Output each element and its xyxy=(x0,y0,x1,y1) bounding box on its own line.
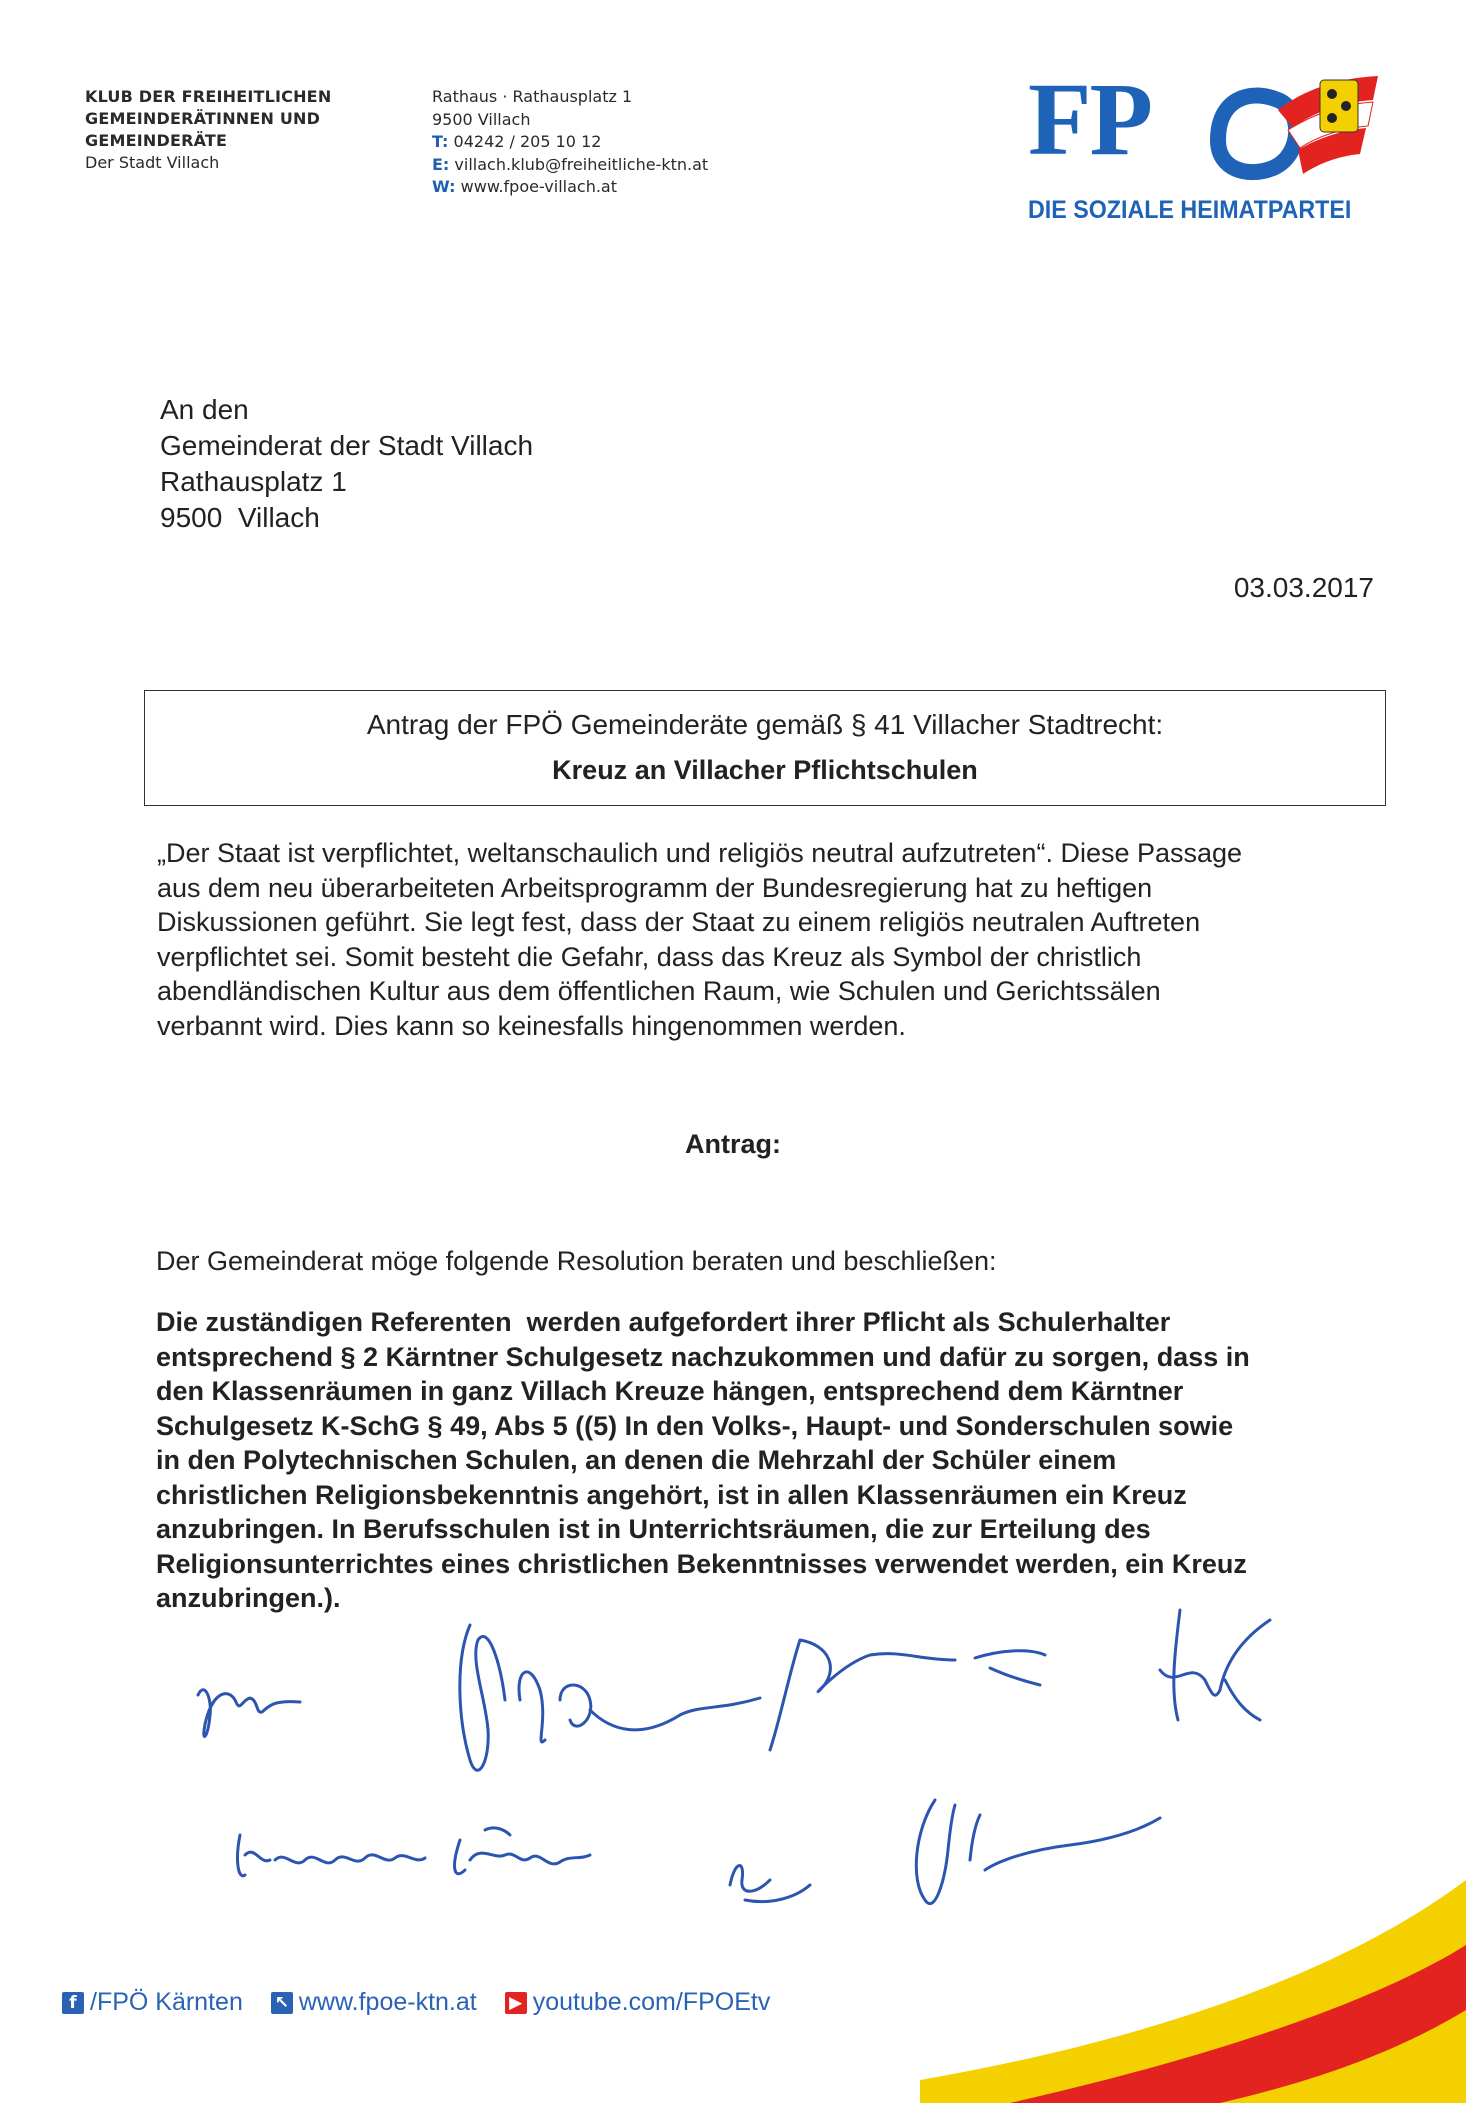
letter-date: 03.03.2017 xyxy=(1233,572,1374,603)
address-line: Rathaus · Rathausplatz 1 xyxy=(432,87,633,106)
resolution-line: den Klassenräumen in ganz Villach Kreuze hängen, entsprechend dem Kärntner xyxy=(156,1376,1184,1406)
resolution-intro: Der Gemeinderat möge folgende Resolution beraten und beschließen: xyxy=(156,1246,997,1276)
motion-heading: Antrag: xyxy=(685,1129,781,1159)
club-name-line: KLUB DER FREIHEITLICHEN xyxy=(85,87,332,106)
facebook-label: /FPÖ Kärnten xyxy=(90,1988,243,2016)
play-icon: ▶ xyxy=(505,1992,527,2014)
phone-number: 04242 / 205 10 12 xyxy=(453,132,602,151)
motion-subject: Kreuz an Villacher Pflichtschulen xyxy=(552,755,978,785)
resolution-line: anzubringen. In Berufsschulen ist in Unterrichtsräumen, die zur Erteilung des xyxy=(156,1514,1151,1544)
resolution-line: in den Polytechnischen Schulen, an denen die Mehrzahl der Schüler einem xyxy=(156,1445,1117,1475)
body-line: Diskussionen geführt. Sie legt fest, dass der Staat zu einem religiös neutralen Auftreten xyxy=(157,907,1201,937)
website-label: www.fpoe-ktn.at xyxy=(298,1988,477,2016)
resolution-line: entsprechend § 2 Kärntner Schulgesetz nachzukommen und dafür zu sorgen, dass in xyxy=(156,1341,1250,1372)
web-label: W: xyxy=(432,177,456,196)
youtube-label: youtube.com/FPOEtv xyxy=(532,1988,771,2016)
recipient-line: Gemeinderat der Stadt Villach xyxy=(160,430,534,461)
recipient-line: Rathausplatz 1 xyxy=(160,466,347,497)
body-line: „Der Staat ist verpflichtet, weltanschaulich und religiös neutral aufzutreten“. Diese Passage xyxy=(157,838,1243,868)
resolution-line: christlichen Religionsbekenntnis angehört, ist in allen Klassenräumen ein Kreuz xyxy=(156,1479,1187,1510)
resolution-line: Die zuständigen Referenten werden aufgefordert ihrer Pflicht als Schulerhalter xyxy=(156,1307,1171,1337)
postal-line: 9500 Villach xyxy=(432,109,531,129)
facebook-icon: f xyxy=(62,1992,84,2014)
footer-links xyxy=(62,1988,770,2017)
youtube-link[interactable] xyxy=(505,1988,771,2017)
recipient-line: An den xyxy=(160,394,249,425)
cursor-icon: ↖ xyxy=(271,1992,293,2014)
resolution-line: Schulgesetz K-SchG § 49, Abs 5 ((5) In den Volks-, Haupt- und Sonderschulen sowie xyxy=(156,1410,1234,1441)
resolution-line: anzubringen.). xyxy=(156,1583,341,1613)
body-line: abendländischen Kultur aus dem öffentlichen Raum, wie Schulen und Gerichtssälen xyxy=(157,976,1161,1006)
club-name-line: GEMEINDERÄTINNEN UND xyxy=(85,109,321,128)
club-city-line: Der Stadt Villach xyxy=(85,153,220,172)
motion-title-line: Antrag der FPÖ Gemeinderäte gemäß § 41 Villacher Stadtrecht: xyxy=(366,709,1164,740)
website-link[interactable] xyxy=(271,1988,477,2017)
email-address: villach.klub@freiheitliche-ktn.at xyxy=(454,154,709,174)
logo-lettering: FP xyxy=(1028,62,1152,177)
email-label: E: xyxy=(432,154,450,174)
recipient-line: 9500 Villach xyxy=(160,502,320,533)
body-line: aus dem neu überarbeiteten Arbeitsprogramm der Bundesregierung hat zu heftigen xyxy=(157,872,1153,903)
phone-label: T: xyxy=(432,132,449,151)
web-address: www.fpoe-villach.at xyxy=(460,177,618,196)
body-line: verpflichtet sei. Somit besteht die Gefahr, dass das Kreuz als Symbol der christlich xyxy=(157,941,1142,972)
club-name-line: GEMEINDERÄTE xyxy=(85,131,228,150)
body-line: verbannt wird. Dies kann so keinesfalls hingenommen werden. xyxy=(157,1010,906,1041)
facebook-link[interactable] xyxy=(62,1988,243,2017)
resolution-line: Religionsunterrichtes eines christlichen Bekenntnisses verwendet werden, ein Kreuz xyxy=(156,1548,1247,1579)
logo-tagline: DIE SOZIALE HEIMATPARTEI xyxy=(1028,196,1352,224)
